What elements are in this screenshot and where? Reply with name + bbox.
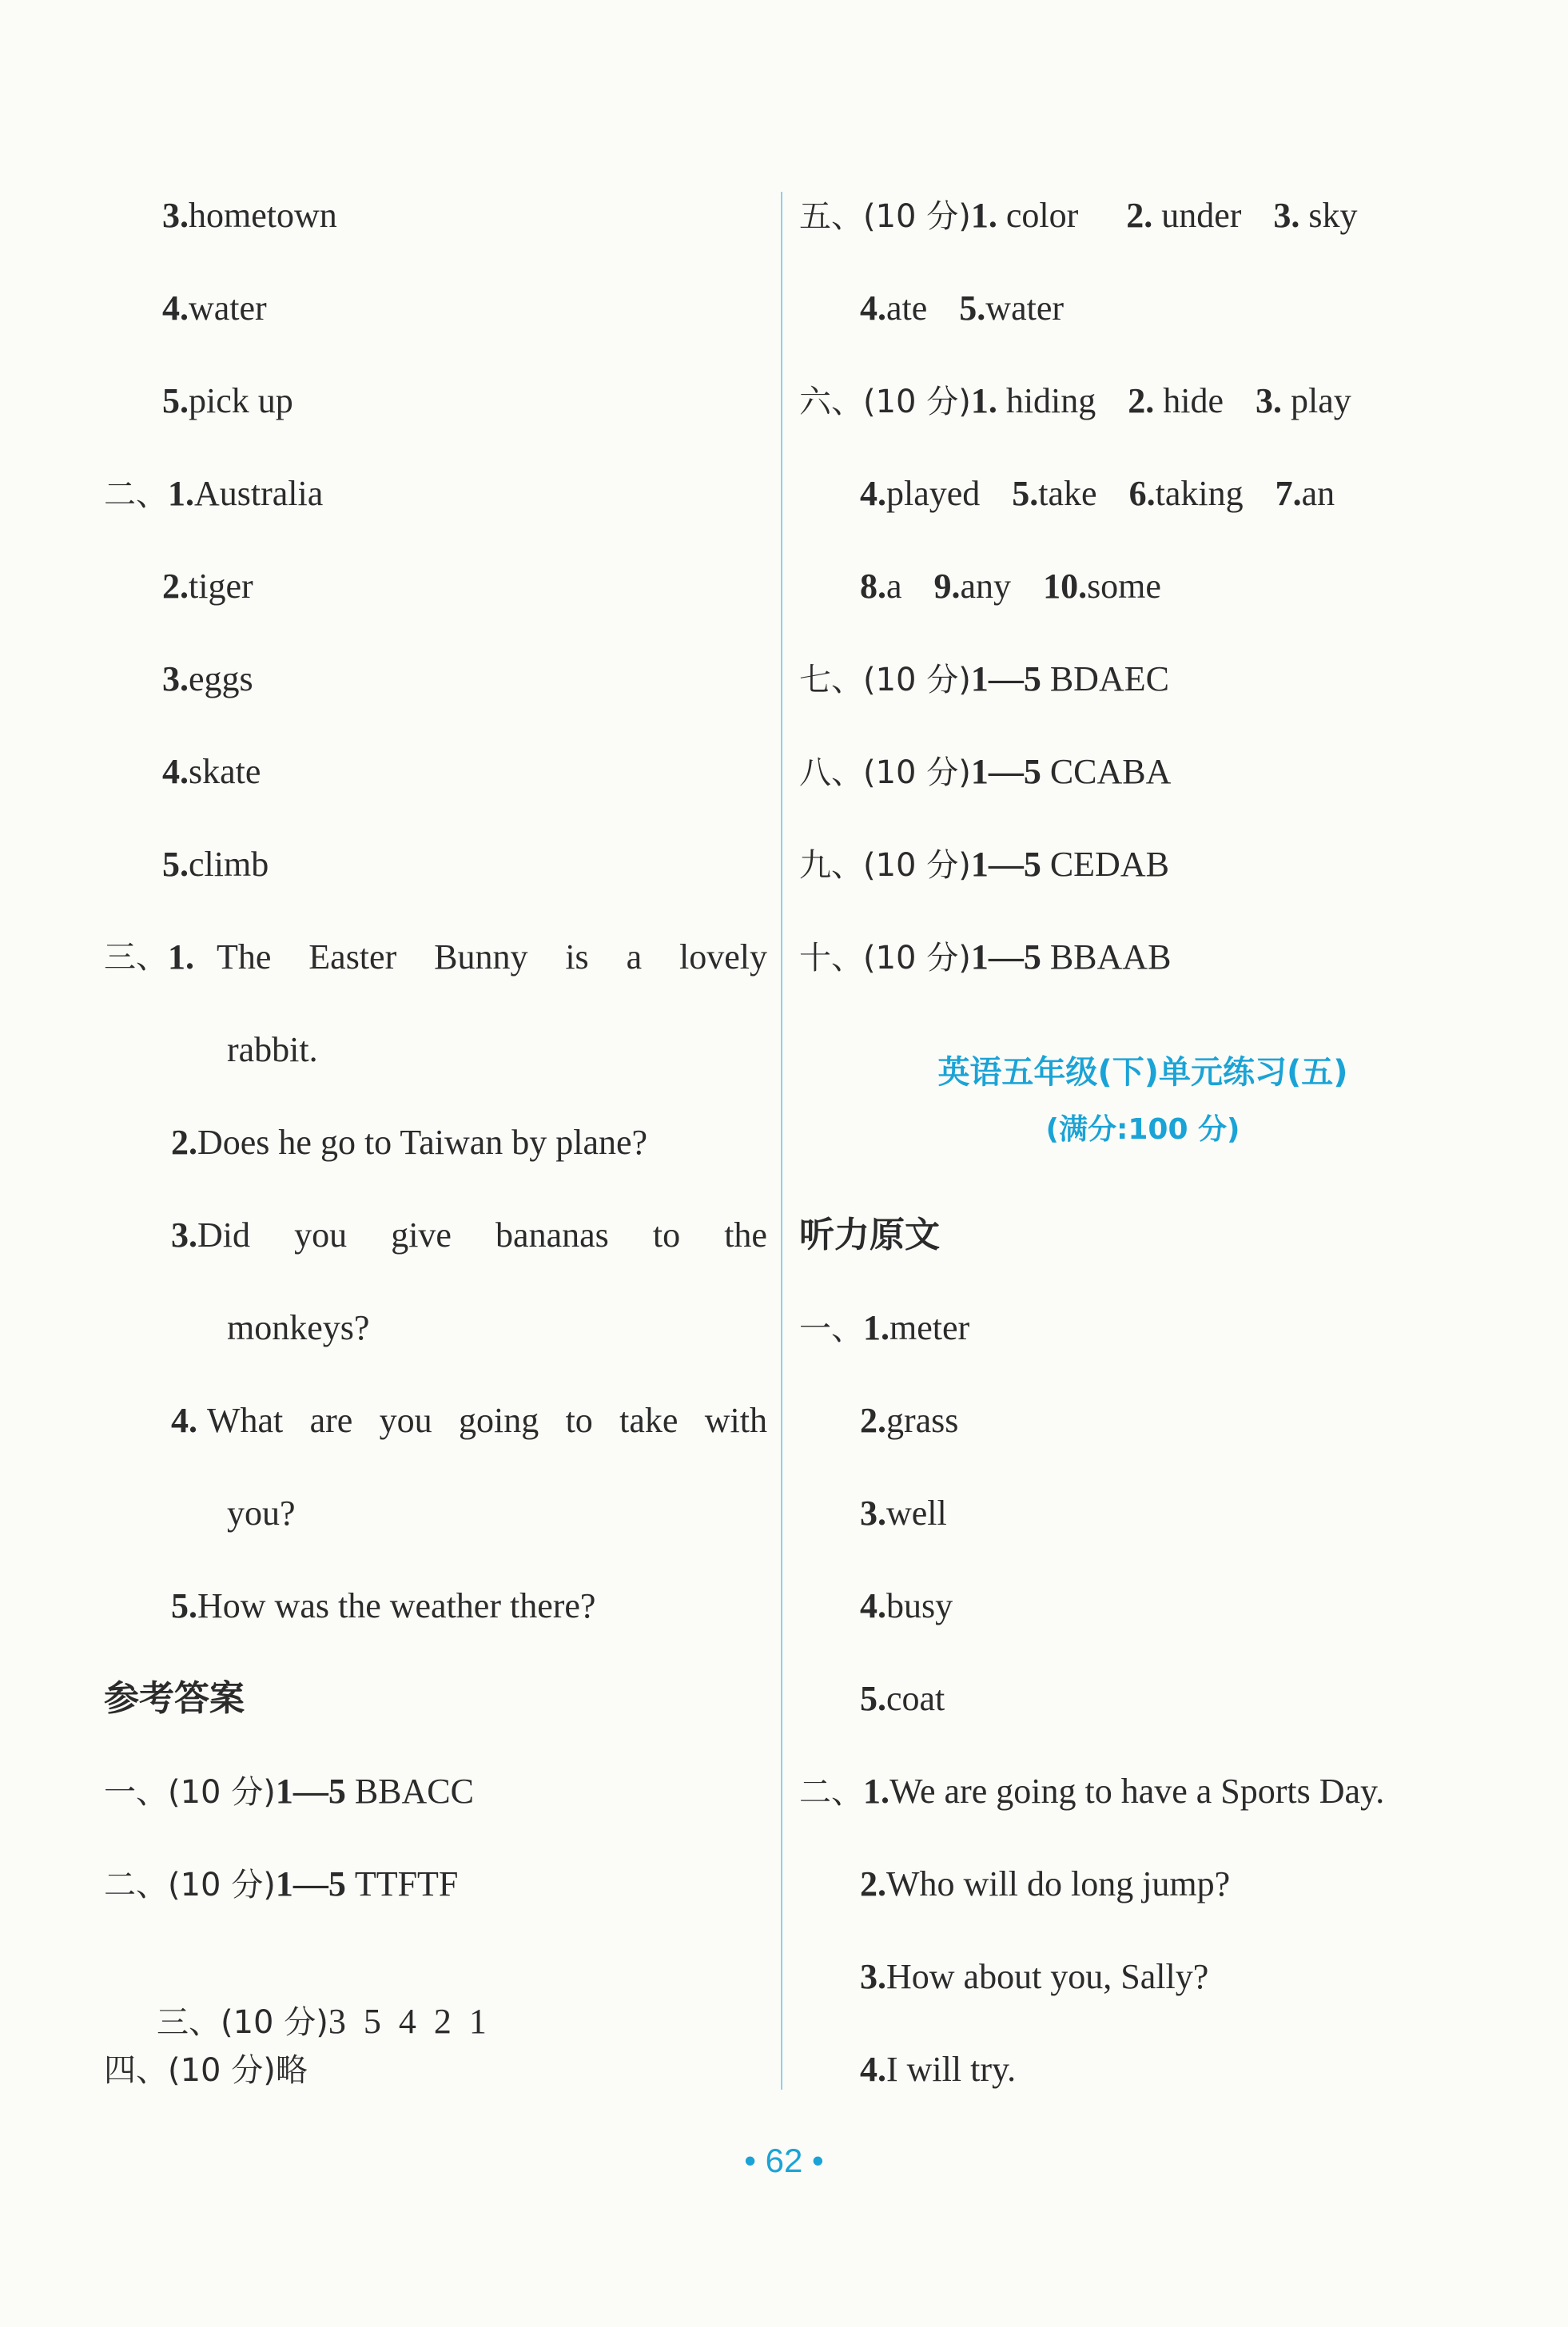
section-subtitle: (满分:100 分) [1045,1113,1240,1146]
list-item: 三、 1. The Easter Bunny is a lovely [104,935,767,980]
list-item: 2.grass [860,1401,959,1440]
justified-sentence: What are you going to take with [207,1401,767,1440]
list-item: 3. Did you give bananas to the [171,1213,767,1258]
list-item-continuation: monkeys? [227,1308,370,1347]
answer-row: 二、(10 分)1—5 TTFTF [104,1864,459,1903]
list-item: 4.busy [860,1586,953,1625]
list-item: 一、1.meter [799,1308,970,1347]
listening-heading: 听力原文 [799,1215,940,1255]
answer-row: 七、(10 分)1—5 BDAEC [799,659,1169,698]
list-item-continuation: you? [227,1494,296,1533]
list-item: 3.How about you, Sally? [860,1957,1209,1996]
list-item: 4.skate [162,752,261,791]
list-item-continuation: rabbit. [227,1030,318,1069]
list-item: 3.eggs [162,659,253,698]
answers-heading: 参考答案 [104,1678,245,1719]
page-number: • 62 • [744,2142,824,2179]
list-item: 5.climb [162,845,269,884]
list-item: 4.I will try. [860,2050,1017,2089]
answer-row: 四、(10 分)略 [104,2052,308,2089]
section-title: 英语五年级(下)单元练习(五) [937,1054,1348,1091]
answer-row: 九、(10 分)1—5 CEDAB [799,845,1169,884]
list-item: 5.coat [860,1679,945,1718]
justified-sentence: The Easter Bunny is a lovely [217,937,767,977]
list-item: 3.hometown [162,196,337,235]
answer-row: 一、(10 分)1—5 BBACC [104,1772,474,1811]
justified-sentence: Did you give bananas to the [197,1215,767,1255]
list-item: 5.pick up [162,381,293,420]
answer-row: 4.ate 5.water [860,288,1065,328]
answer-row: 八、(10 分)1—5 CCABA [799,752,1172,791]
answer-row: 三、(10 分)3 5 4 2 1 [157,2002,487,2041]
answer-row: 十、(10 分)1—5 BBAAB [799,937,1172,977]
answer-row: 4.played 5.take 6.taking 7.an [860,474,1335,513]
list-item: 4.water [162,288,267,328]
list-item: 3.well [860,1494,947,1533]
column-divider [781,192,782,2090]
list-item: 2.Who will do long jump? [860,1864,1231,1903]
list-item: 2.tiger [162,567,253,606]
answer-row: 五、(10 分)1. color 2. under 3. sky [799,196,1358,235]
answer-row: 8.a 9.any 10.some [860,567,1161,606]
list-item: 4. What are you going to take with [171,1398,767,1443]
list-item: 2.Does he go to Taiwan by plane? [171,1123,648,1162]
list-item: 二、1.We are going to have a Sports Day. [799,1772,1385,1811]
list-item: 5.How was the weather there? [171,1586,596,1625]
answer-row: 六、(10 分)1. hiding 2. hide 3. play [799,381,1351,420]
list-item: 二、1.Australia [104,474,324,513]
